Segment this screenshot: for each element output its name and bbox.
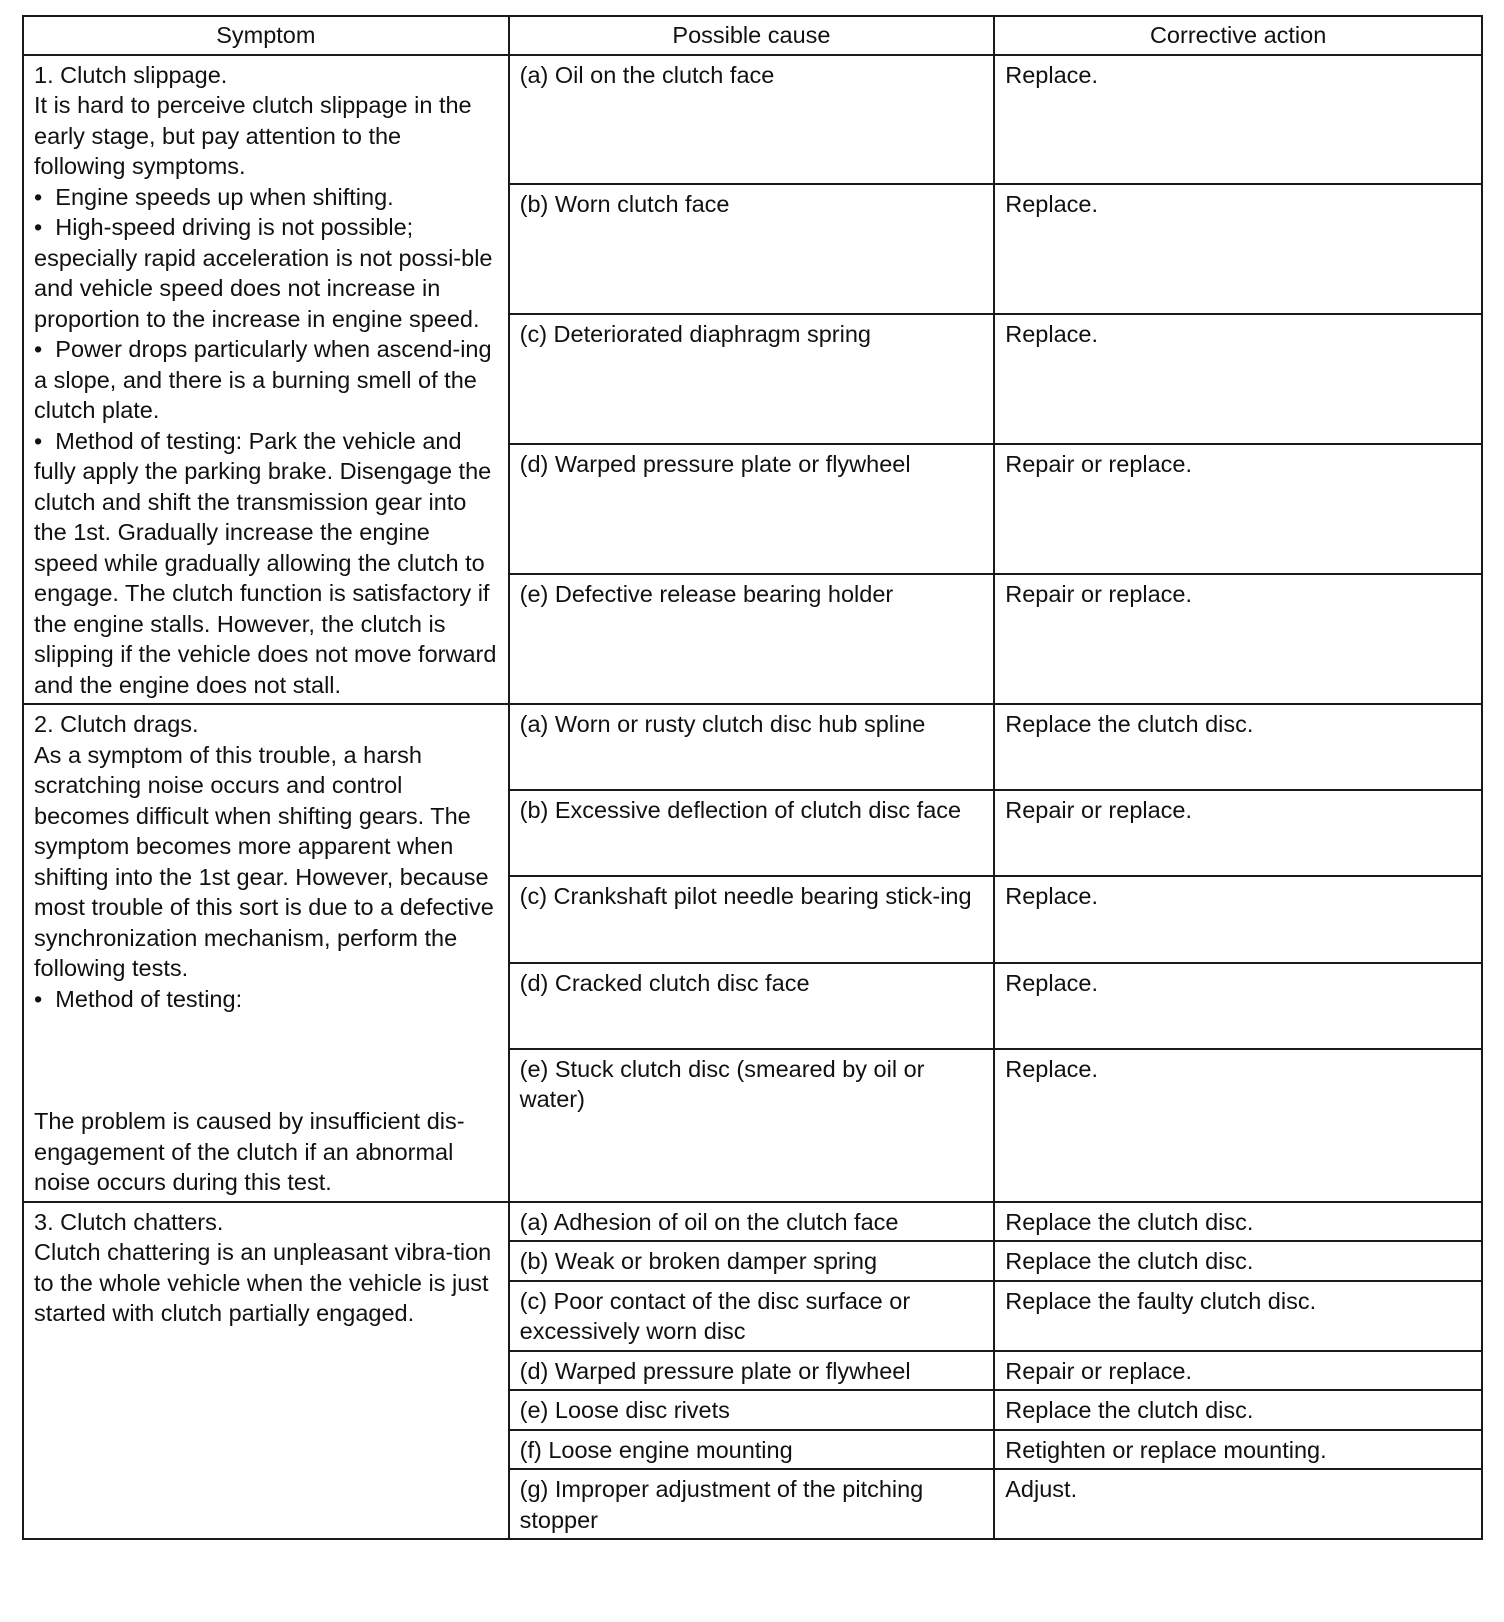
bullet-dot-icon: •	[34, 336, 56, 362]
cause-cell: (e) Stuck clutch disc (smeared by oil or water)	[509, 1049, 995, 1202]
cause-cell: (c) Poor contact of the disc surface or excessively worn disc	[509, 1281, 995, 1351]
bullet-dot-icon: •	[34, 183, 56, 210]
symptom-intro: It is hard to perceive clutch slippage in the early stage, but pay attention to the following symptoms.	[34, 92, 472, 179]
action-cell: Replace.	[994, 876, 1482, 962]
action-cell: Replace the clutch disc.	[994, 1202, 1482, 1242]
cause-cell: (b) Excessive deflection of clutch disc face	[509, 790, 995, 876]
action-cell: Repair or replace.	[994, 444, 1482, 574]
cause-cell: (d) Warped pressure plate or flywheel	[509, 444, 995, 574]
symptom-cell-clutch-drags	[23, 704, 509, 1202]
action-cell: Replace the clutch disc.	[994, 704, 1482, 790]
action-cell: Retighten or replace mounting.	[994, 1430, 1482, 1470]
cause-cell: (c) Crankshaft pilot needle bearing stick-ing	[509, 876, 995, 962]
header-possible-cause: Possible cause	[509, 16, 995, 55]
cause-cell: (g) Improper adjustment of the pitching stopper	[509, 1469, 995, 1539]
cause-cell: (a) Worn or rusty clutch disc hub spline	[509, 704, 995, 790]
symptom-title: 3. Clutch chatters.	[34, 1208, 224, 1235]
cause-cell: (d) Cracked clutch disc face	[509, 963, 995, 1049]
cause-cell: (b) Weak or broken damper spring	[509, 1241, 995, 1281]
symptom-outro: The problem is caused by insufficient dis-engagement of the clutch if an abnormal noise occurs during this test.	[34, 1108, 465, 1195]
cause-cell: (e) Defective release bearing holder	[509, 574, 995, 704]
cause-cell: (a) Oil on the clutch face	[509, 55, 995, 185]
symptom-cell-clutch-chatters	[23, 1202, 509, 1540]
action-cell: Replace the clutch disc.	[994, 1390, 1482, 1430]
cause-cell: (d) Warped pressure plate or flywheel	[509, 1351, 995, 1391]
cause-cell: (c) Deteriorated diaphragm spring	[509, 314, 995, 444]
action-cell: Adjust.	[994, 1469, 1482, 1539]
action-cell: Repair or replace.	[994, 790, 1482, 876]
blank-space	[34, 1014, 498, 1106]
action-cell: Replace the faulty clutch disc.	[994, 1281, 1482, 1351]
symptom-cell-clutch-slippage	[23, 55, 509, 705]
action-cell: Replace.	[994, 1049, 1482, 1202]
table-row	[23, 1202, 1482, 1242]
header-symptom: Symptom	[23, 16, 509, 55]
table-row	[23, 704, 1482, 790]
symptom-intro: Clutch chattering is an unpleasant vibra-tion to the whole vehicle when the vehicle is just started with clutch partially engaged.	[34, 1239, 492, 1326]
action-cell: Replace.	[994, 314, 1482, 444]
action-cell: Replace.	[994, 963, 1482, 1049]
bullet-dot-icon: •	[34, 985, 56, 1012]
table-row	[23, 55, 1482, 185]
action-cell: Repair or replace.	[994, 1351, 1482, 1391]
symptom-bullet: • Engine speeds up when shifting.	[34, 183, 394, 210]
action-cell: Replace.	[994, 184, 1482, 314]
bullet-dot-icon: •	[34, 427, 56, 454]
symptom-bullet: • Method of testing:	[34, 985, 243, 1012]
action-cell: Replace the clutch disc.	[994, 1241, 1482, 1281]
troubleshooting-table	[22, 15, 1483, 1540]
symptom-bullet: • High-speed driving is not possible; especially rapid acceleration is not possi-ble and vehicle speed does not increase in proportion to the increase in engine speed.	[34, 214, 493, 332]
action-cell: Replace.	[994, 55, 1482, 185]
action-cell: Repair or replace.	[994, 574, 1482, 704]
symptom-bullet: • Method of testing: Park the vehicle and fully apply the parking brake. Disengage the clutch and shift the transmission gear into the 1st. Gradually increase the engine speed while gradually allowing the clutch to engage. The clutch function is satisfactory if the engine stalls. However, the clutch is slipping if the vehicle does not move forward and the engine does not stall.	[34, 427, 497, 698]
header-row	[23, 16, 1482, 55]
symptom-title: 1. Clutch slippage.	[34, 61, 228, 88]
symptom-intro: As a symptom of this trouble, a harsh scratching noise occurs and control becomes difficult when shifting gears. The symptom becomes more apparent when shifting into the 1st gear. However, because most trouble of this sort is due to a defective synchronization mechanism, perform the following tests.	[34, 741, 494, 981]
header-corrective-action: Corrective action	[994, 16, 1482, 55]
cause-cell: (a) Adhesion of oil on the clutch face	[509, 1202, 995, 1242]
cause-cell: (e) Loose disc rivets	[509, 1390, 995, 1430]
cause-cell: (f) Loose engine mounting	[509, 1430, 995, 1470]
bullet-dot-icon: •	[34, 214, 56, 240]
cause-cell: (b) Worn clutch face	[509, 184, 995, 314]
symptom-title: 2. Clutch drags.	[34, 711, 199, 737]
symptom-bullet: • Power drops particularly when ascend-ing a slope, and there is a burning smell of the clutch plate.	[34, 336, 492, 423]
